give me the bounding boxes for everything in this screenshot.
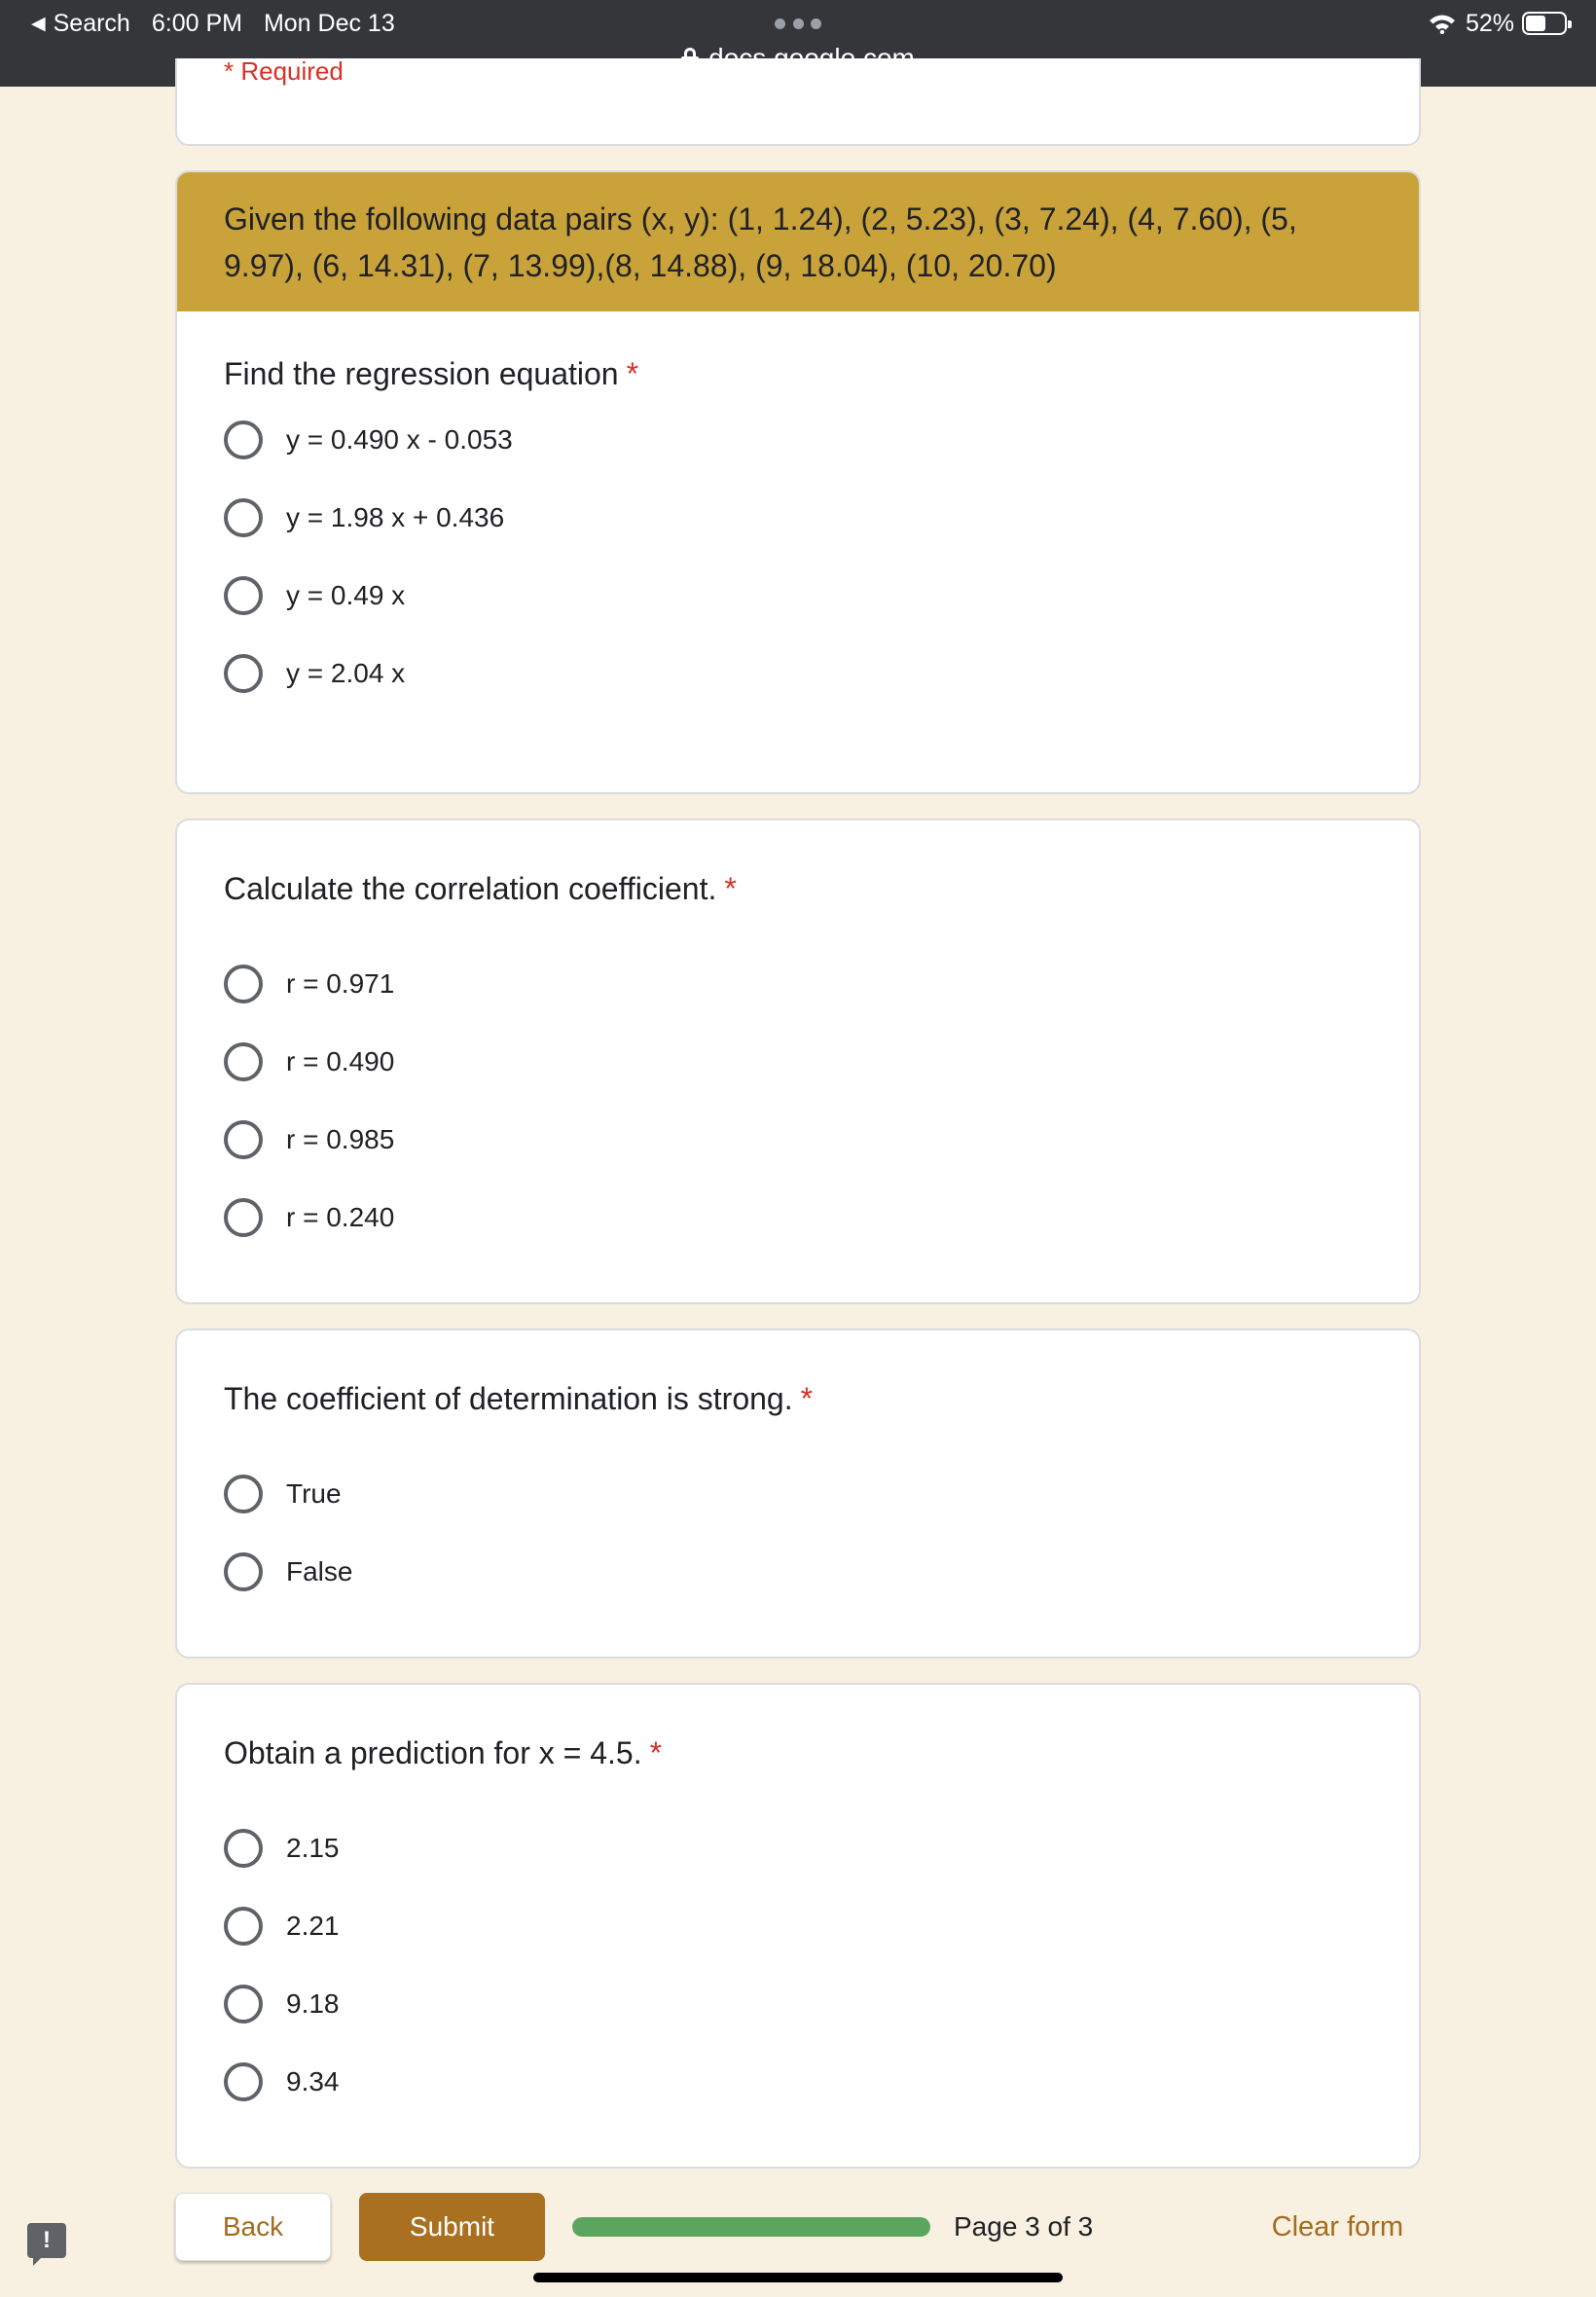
page-indicator: Page 3 of 3 xyxy=(954,2211,1094,2242)
radio-button[interactable] xyxy=(224,2062,263,2101)
radio-button[interactable] xyxy=(224,498,263,537)
battery-percent: 52% xyxy=(1465,9,1514,37)
home-indicator[interactable] xyxy=(533,2273,1063,2282)
radio-button[interactable] xyxy=(224,1829,263,1868)
question-card-3 xyxy=(175,1329,1421,1659)
radio-option[interactable] xyxy=(224,2060,340,2103)
option-label: y = 0.490 x - 0.053 xyxy=(286,424,513,455)
option-label: r = 0.240 xyxy=(286,1202,395,1232)
question-card-2 xyxy=(175,819,1421,1304)
option-label: y = 2.04 x xyxy=(286,658,406,688)
radio-option[interactable] xyxy=(224,1550,352,1593)
option-label: y = 0.49 x xyxy=(286,580,406,610)
question-title-text: Obtain a prediction for x = 4.5. xyxy=(224,1735,642,1770)
back-triangle-icon[interactable]: ◀ xyxy=(31,13,46,34)
required-star: * xyxy=(800,1381,814,1416)
radio-button[interactable] xyxy=(224,1907,263,1946)
option-label: y = 1.98 x + 0.436 xyxy=(286,502,505,532)
option-label: True xyxy=(286,1478,342,1509)
option-label: False xyxy=(286,1556,353,1586)
radio-button[interactable] xyxy=(224,1120,263,1159)
question-card-4 xyxy=(175,1683,1421,2169)
option-label: 9.34 xyxy=(286,2066,340,2096)
radio-option[interactable] xyxy=(224,1196,394,1239)
report-feedback-icon[interactable]: ! xyxy=(27,2223,66,2258)
radio-option[interactable] xyxy=(224,1473,342,1515)
question-title-text: Calculate the correlation coefficient. xyxy=(224,871,717,906)
required-star: * xyxy=(724,871,737,906)
status-right xyxy=(1429,6,1567,41)
radio-option[interactable] xyxy=(224,1040,394,1083)
option-label: r = 0.490 xyxy=(286,1046,395,1076)
back-to-app-label[interactable]: Search xyxy=(53,9,130,37)
option-label: 2.15 xyxy=(286,1833,340,1863)
option-label: r = 0.971 xyxy=(286,968,395,999)
form-header-card xyxy=(175,58,1421,146)
status-left xyxy=(31,8,395,39)
radio-button[interactable] xyxy=(224,654,263,693)
section-description: Given the following data pairs (x, y): (1, 1.24), (2, 5.23), (3, 7.24), (4, 7.60), (5, 9.97), (6, 14.31), (7, 13.99),(8, 14.88), (9, 18.04), (10, 20.70) xyxy=(177,172,1419,311)
radio-button[interactable] xyxy=(224,1985,263,2024)
question-title-text: The coefficient of determination is strong. xyxy=(224,1381,793,1416)
back-button[interactable]: Back xyxy=(175,2193,331,2261)
radio-option[interactable] xyxy=(224,1983,340,2025)
status-time: 6:00 PM xyxy=(151,9,242,37)
radio-option[interactable] xyxy=(224,1827,340,1870)
required-star: * xyxy=(626,356,639,391)
question-title-2 xyxy=(224,871,737,907)
battery-level xyxy=(1526,16,1545,31)
radio-option[interactable] xyxy=(224,574,405,617)
question-card-1 xyxy=(175,170,1421,794)
radio-option[interactable] xyxy=(224,963,394,1005)
progress-bar xyxy=(572,2217,930,2237)
radio-option[interactable] xyxy=(224,496,504,539)
wifi-icon xyxy=(1429,13,1456,34)
battery-icon xyxy=(1522,12,1567,35)
question-title-text: Find the regression equation xyxy=(224,356,619,391)
status-date: Mon Dec 13 xyxy=(263,9,395,37)
radio-button[interactable] xyxy=(224,1042,263,1081)
option-label: 2.21 xyxy=(286,1911,340,1941)
clear-form-button[interactable]: Clear form xyxy=(1271,2211,1403,2242)
more-dots-icon[interactable] xyxy=(775,18,821,29)
question-title-1 xyxy=(224,356,638,392)
radio-option[interactable] xyxy=(224,1905,340,1948)
radio-button[interactable] xyxy=(224,1552,263,1591)
radio-button[interactable] xyxy=(224,1198,263,1237)
radio-option[interactable] xyxy=(224,1118,394,1161)
radio-button[interactable] xyxy=(224,420,263,459)
radio-option[interactable] xyxy=(224,419,513,461)
progress-bar-fill xyxy=(572,2217,930,2237)
required-star: * xyxy=(649,1735,663,1770)
question-title-4 xyxy=(224,1735,662,1771)
submit-button[interactable]: Submit xyxy=(359,2193,545,2261)
required-note: * Required xyxy=(224,58,344,86)
radio-button[interactable] xyxy=(224,576,263,615)
option-label: 9.18 xyxy=(286,1988,340,2019)
radio-button[interactable] xyxy=(224,1475,263,1513)
option-label: r = 0.985 xyxy=(286,1124,395,1154)
radio-option[interactable] xyxy=(224,652,405,695)
radio-button[interactable] xyxy=(224,965,263,1003)
question-title-3 xyxy=(224,1381,813,1417)
